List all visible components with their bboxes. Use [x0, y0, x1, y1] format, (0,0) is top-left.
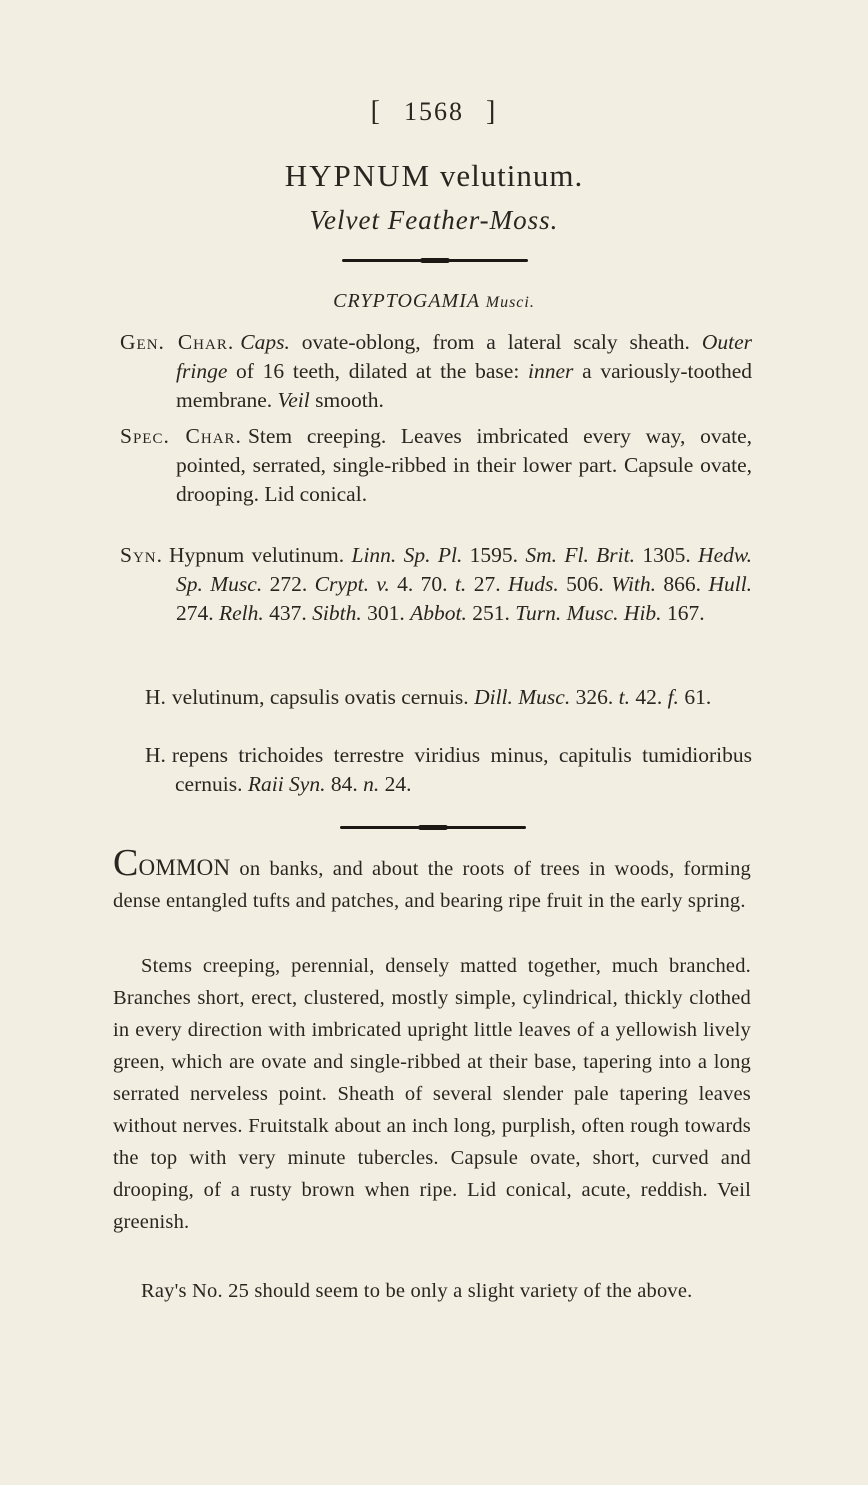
- common-name: Velvet Feather-Moss.: [309, 205, 559, 235]
- syn-main-text: [169, 543, 752, 625]
- syn-main-part-6: 272.: [262, 572, 315, 596]
- syn-main-part-22: 251.: [466, 601, 516, 625]
- syn-main-part-2: 1595.: [462, 543, 526, 567]
- raii-text: [172, 743, 752, 796]
- syn-raii-part-4: 24.: [379, 772, 412, 796]
- syn-dill-part-4: 42.: [629, 685, 668, 709]
- syn-main-part-19: Sibth.: [312, 601, 362, 625]
- genus-name: HYPNUM: [284, 158, 432, 193]
- species-title: [0, 158, 868, 194]
- dill-lead: H.: [145, 685, 166, 709]
- syn-dill-part-5: f.: [667, 685, 679, 709]
- species-name: velutinum.: [439, 158, 584, 193]
- gen-char-caps: Caps.: [240, 330, 290, 354]
- syn-main-part-10: 27.: [466, 572, 508, 596]
- p1-text: on banks, and about the roots of trees in woods, forming dense entangled tufts and patches, and bearing ripe fruit in the early spring.: [113, 858, 751, 912]
- syn-main-part-13: With.: [611, 572, 657, 596]
- syn-main-part-7: Crypt. v.: [314, 572, 390, 596]
- syn-raii-part-1: Raii Syn.: [247, 772, 326, 796]
- syn-dill-part-1: Dill. Musc.: [474, 685, 571, 709]
- order-name: Musci.: [485, 294, 535, 311]
- syn-main-part-11: Huds.: [508, 572, 559, 596]
- syn-dill-part-0: velutinum, capsulis ovatis cernuis.: [171, 685, 475, 709]
- syn-main-part-24: 167.: [661, 601, 705, 625]
- gen-char-text1: ovate-oblong, from a lateral scaly sheath.: [289, 330, 702, 354]
- syn-dill-part-2: 326.: [570, 685, 619, 709]
- classification: [0, 290, 868, 313]
- syn-dill-part-6: 61.: [678, 685, 712, 709]
- description-paragraph-3: Ray's No. 25 should seem to be only a slight variety of the above.: [141, 1280, 693, 1302]
- synonym-raii: [145, 741, 752, 799]
- gen-char-text2: of 16 teeth, dilated at the base:: [227, 359, 528, 383]
- synonym-dillenius: [145, 683, 752, 712]
- gen-char-label: Gen. Char.: [120, 330, 235, 354]
- syn-raii-part-3: n.: [363, 772, 380, 796]
- page-number: [0, 96, 868, 128]
- syn-main-part-9: t.: [454, 572, 467, 596]
- syn-main-part-21: Abbot.: [410, 601, 467, 625]
- syn-main-part-3: Sm. Fl. Brit.: [525, 543, 635, 567]
- syn-main-part-8: 4. 70.: [389, 572, 455, 596]
- synonyms-main: [120, 541, 752, 628]
- syn-dill-part-3: t.: [618, 685, 630, 709]
- ornamental-rule-middle: [340, 826, 526, 829]
- gen-char-inner: inner: [528, 359, 574, 383]
- class-name: CRYPTOGAMIA: [333, 290, 480, 312]
- syn-main-part-14: 866.: [656, 572, 709, 596]
- syn-main-part-5: Hedw. Sp. Musc.: [176, 543, 752, 596]
- syn-raii-part-2: 84.: [325, 772, 364, 796]
- syn-raii-part-0: repens trichoides terrestre viridius minus, capitulis tumidioribus cernuis.: [171, 743, 752, 796]
- syn-main-part-0: Hypnum velutinum.: [169, 543, 352, 567]
- spec-char-label: Spec. Char.: [120, 424, 242, 448]
- description-paragraph-2: Stems creeping, perennial, densely matted together, much branched. Branches short, erect, clustered, mostly simple, cylindrical, thickly clothed in every direction with imbricated upright little leaves of a yellowish lively green, which are ovate and single-ribbed at their base, tapering into a long serrated nerveless point. Sheath of several slender pale tapering leaves without nerves. Fruitstalk about an inch long, purplish, often rough towards the top with very minute tubercles. Capsule ovate, short, curved and drooping, of a rusty brown when ripe. Lid conical, acute, reddish. Veil greenish.: [113, 955, 751, 1233]
- syn-main-part-20: 301.: [361, 601, 411, 625]
- description-paragraph-1: [113, 842, 751, 917]
- syn-main-part-12: 506.: [558, 572, 612, 596]
- page-number-value: 1568: [404, 97, 464, 126]
- gen-char-text3: a variously-toothed membrane.: [176, 359, 752, 412]
- syn-main-part-23: Turn. Musc. Hib.: [515, 601, 662, 625]
- syn-main-part-17: Relh.: [219, 601, 264, 625]
- syn-main-part-15: Hull.: [708, 572, 753, 596]
- dill-text: [172, 685, 711, 709]
- spec-char-text: Stem creeping. Leaves imbricated every way, ovate, pointed, serrated, single-ribbed in their lower part. Capsule ovate, drooping. Lid conical.: [176, 424, 752, 506]
- bracket-open: [: [370, 96, 382, 127]
- gen-char-veil: Veil: [277, 388, 310, 412]
- ornamental-rule-top: [342, 259, 528, 262]
- drop-cap: C: [113, 842, 139, 884]
- syn-main-part-18: 437.: [263, 601, 313, 625]
- lead-word: OMMON: [138, 855, 231, 880]
- bracket-close: ]: [486, 96, 498, 127]
- syn-main-part-4: 1305.: [635, 543, 699, 567]
- gen-char-text4: smooth.: [309, 388, 384, 412]
- syn-label: Syn.: [120, 543, 163, 567]
- gen-char-outer: Outer fringe: [176, 330, 752, 383]
- raii-lead: H.: [145, 743, 166, 767]
- specific-character: [120, 422, 752, 509]
- generic-character: [120, 328, 752, 415]
- syn-main-part-1: Linn. Sp. Pl.: [351, 543, 463, 567]
- syn-main-part-16: 274.: [176, 601, 219, 625]
